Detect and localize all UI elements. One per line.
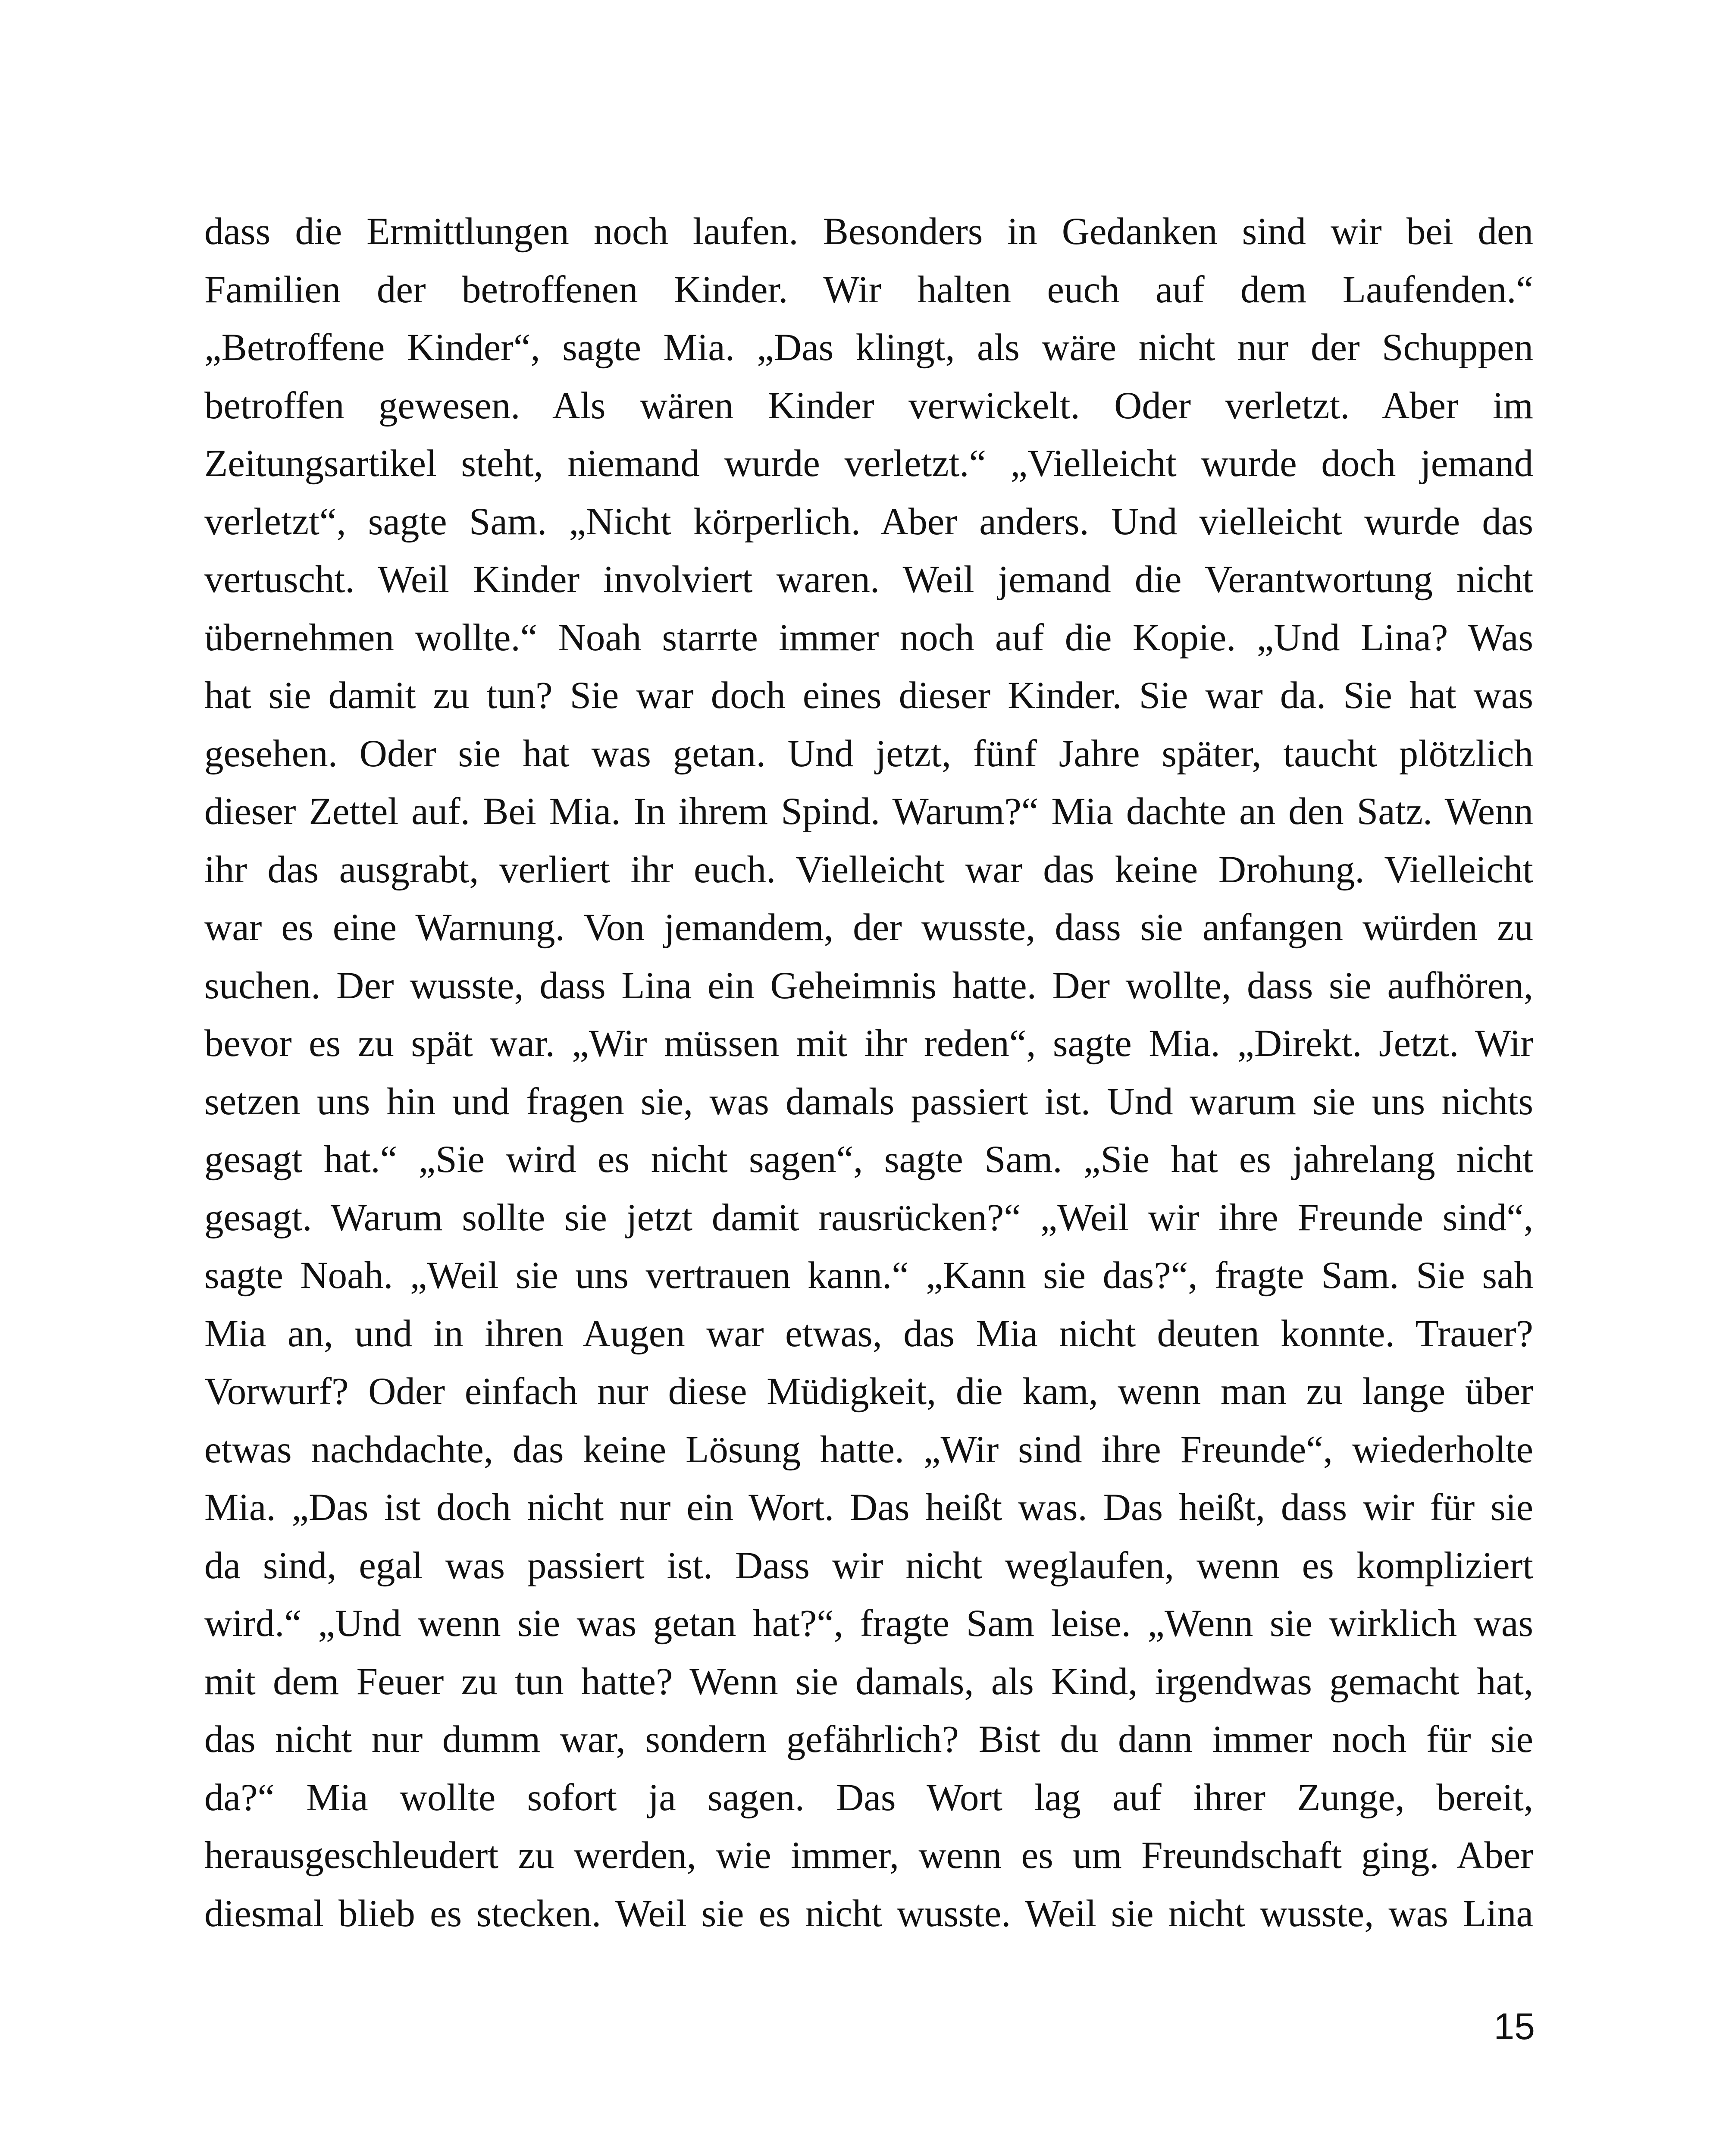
text-line: sagte Noah. „Weil sie uns vertrauen kann.“ „Kann sie das?“, fragte Sam. Sie sah	[204, 1254, 1533, 1297]
text-line: war es eine Warnung. Von jemandem, der wusste, dass sie anfangen würden zu	[204, 906, 1533, 949]
text-line: suchen. Der wusste, dass Lina ein Geheimnis hatte. Der wollte, dass sie aufhören,	[204, 964, 1533, 1007]
text-line: bevor es zu spät war. „Wir müssen mit ihr reden“, sagte Mia. „Direkt. Jetzt. Wir	[204, 1022, 1533, 1065]
body-paragraph	[204, 203, 1533, 1943]
text-line: hat sie damit zu tun? Sie war doch eines dieser Kinder. Sie war da. Sie hat was	[204, 674, 1533, 717]
text-line: dass die Ermittlungen noch laufen. Besonders in Gedanken sind wir bei den	[204, 210, 1533, 253]
text-line: etwas nachdachte, das keine Lösung hatte. „Wir sind ihre Freunde“, wiederholte	[204, 1428, 1533, 1471]
text-line: verletzt“, sagte Sam. „Nicht körperlich. Aber anders. Und vielleicht wurde das	[204, 500, 1533, 543]
text-line: vertuscht. Weil Kinder involviert waren. Weil jemand die Verantwortung nicht	[204, 558, 1533, 601]
text-line: Mia. „Das ist doch nicht nur ein Wort. Das heißt was. Das heißt, dass wir für sie	[204, 1486, 1533, 1529]
text-line: setzen uns hin und fragen sie, was damals passiert ist. Und warum sie uns nichts	[204, 1080, 1533, 1123]
text-line: gesagt. Warum sollte sie jetzt damit rausrücken?“ „Weil wir ihre Freunde sind“,	[204, 1196, 1533, 1239]
text-line: gesehen. Oder sie hat was getan. Und jetzt, fünf Jahre später, taucht plötzlich	[204, 732, 1533, 775]
text-line: Zeitungsartikel steht, niemand wurde verletzt.“ „Vielleicht wurde doch jemand	[204, 442, 1533, 485]
text-line: „Betroffene Kinder“, sagte Mia. „Das klingt, als wäre nicht nur der Schuppen	[204, 326, 1533, 369]
text-line: übernehmen wollte.“ Noah starrte immer noch auf die Kopie. „Und Lina? Was	[204, 616, 1533, 659]
text-line: Familien der betroffenen Kinder. Wir halten euch auf dem Laufenden.“	[204, 268, 1533, 311]
text-line: diesmal blieb es stecken. Weil sie es nicht wusste. Weil sie nicht wusste, was Lina	[204, 1892, 1533, 1935]
text-line: herausgeschleudert zu werden, wie immer, wenn es um Freundschaft ging. Aber	[204, 1834, 1533, 1877]
text-line: dieser Zettel auf. Bei Mia. In ihrem Spind. Warum?“ Mia dachte an den Satz. Wenn	[204, 790, 1533, 833]
text-line: betroffen gewesen. Als wären Kinder verwickelt. Oder verletzt. Aber im	[204, 384, 1533, 427]
text-line: mit dem Feuer zu tun hatte? Wenn sie damals, als Kind, irgendwas gemacht hat,	[204, 1660, 1533, 1703]
page-number: 15	[1494, 2006, 1535, 2047]
text-line: Mia an, und in ihren Augen war etwas, das Mia nicht deuten konnte. Trauer?	[204, 1312, 1533, 1355]
text-line: Vorwurf? Oder einfach nur diese Müdigkeit, die kam, wenn man zu lange über	[204, 1370, 1533, 1413]
text-line: ihr das ausgrabt, verliert ihr euch. Vielleicht war das keine Drohung. Vielleicht	[204, 848, 1533, 891]
text-line: das nicht nur dumm war, sondern gefährlich? Bist du dann immer noch für sie	[204, 1718, 1533, 1761]
text-line: da?“ Mia wollte sofort ja sagen. Das Wort lag auf ihrer Zunge, bereit,	[204, 1776, 1533, 1819]
text-line: da sind, egal was passiert ist. Dass wir nicht weglaufen, wenn es kompliziert	[204, 1544, 1533, 1587]
text-line: wird.“ „Und wenn sie was getan hat?“, fragte Sam leise. „Wenn sie wirklich was	[204, 1602, 1533, 1645]
text-line: gesagt hat.“ „Sie wird es nicht sagen“, sagte Sam. „Sie hat es jahrelang nicht	[204, 1138, 1533, 1181]
